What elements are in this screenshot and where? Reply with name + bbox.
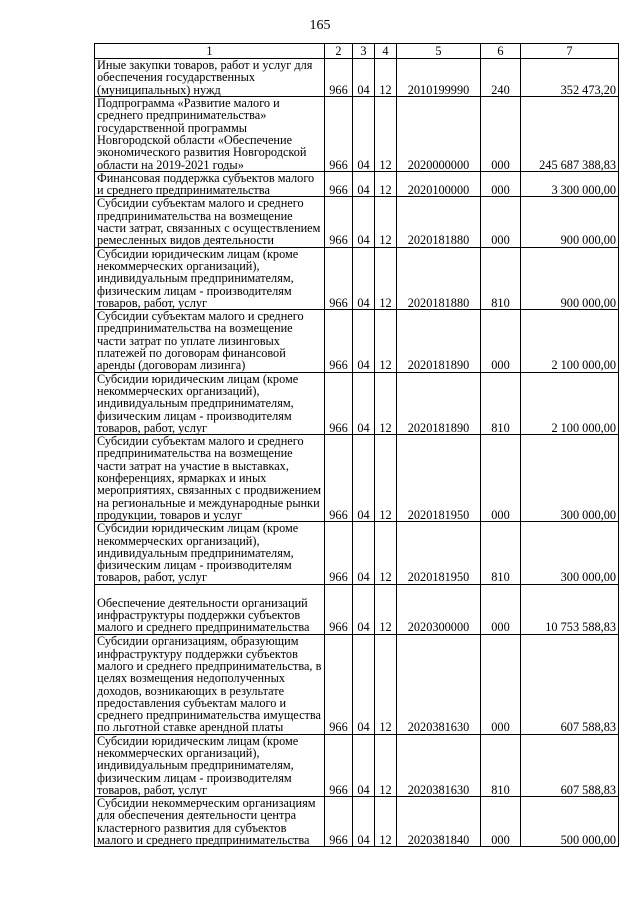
table-row <box>95 59 619 97</box>
subsection-code-cell: 12 <box>375 734 397 796</box>
expense-type-cell: 000 <box>481 171 521 197</box>
expense-type-cell: 810 <box>481 372 521 434</box>
row-name-cell: Субсидии организациям, образующим инфраструктуру поддержки субъектов малого и среднего предпринимательства, в целях возмещения недополученных доходов, возникающих в результате предоставления субъектам малого и среднего предпринимательства имущества по льготной ставке арендной платы <box>95 634 325 734</box>
column-header: 4 <box>375 44 397 59</box>
expense-type-cell: 810 <box>481 522 521 584</box>
table-row <box>95 634 619 734</box>
ved-code-cell: 966 <box>325 197 353 247</box>
amount-cell: 900 000,00 <box>521 197 619 247</box>
section-code-cell: 04 <box>353 372 375 434</box>
subsection-code-cell: 12 <box>375 522 397 584</box>
row-name-cell: Субсидии субъектам малого и среднего предпринимательства на возмещение части затрат на участие в выставках, конференциях, ярмарках и иных мероприятиях, связанных с продвижением на региональные и международные рынки продукции, товаров и услуг <box>95 435 325 522</box>
row-name-cell: Субсидии юридическим лицам (кроме некоммерческих организаций), индивидуальным предпринимателям, физическим лицам - производителям товаров, работ, услуг <box>95 372 325 434</box>
expense-type-cell: 000 <box>481 96 521 171</box>
subsection-code-cell: 12 <box>375 584 397 634</box>
table-row <box>95 372 619 434</box>
amount-cell: 245 687 388,83 <box>521 96 619 171</box>
expense-type-cell: 000 <box>481 435 521 522</box>
target-article-cell: 2020181890 <box>397 372 481 434</box>
section-code-cell: 04 <box>353 310 375 372</box>
target-article-cell: 2020381840 <box>397 797 481 847</box>
target-article-cell: 2020181890 <box>397 310 481 372</box>
target-article-cell: 2020000000 <box>397 96 481 171</box>
subsection-code-cell: 12 <box>375 435 397 522</box>
section-code-cell: 04 <box>353 734 375 796</box>
section-code-cell: 04 <box>353 96 375 171</box>
amount-cell: 2 100 000,00 <box>521 310 619 372</box>
table-row <box>95 171 619 197</box>
expense-type-cell: 810 <box>481 734 521 796</box>
column-header: 7 <box>521 44 619 59</box>
target-article-cell: 2020181950 <box>397 522 481 584</box>
target-article-cell: 2020181880 <box>397 247 481 309</box>
target-article-cell: 2020381630 <box>397 734 481 796</box>
section-code-cell: 04 <box>353 171 375 197</box>
expense-type-cell: 000 <box>481 310 521 372</box>
expense-type-cell: 000 <box>481 197 521 247</box>
amount-cell: 3 300 000,00 <box>521 171 619 197</box>
table-row <box>95 734 619 796</box>
ved-code-cell: 966 <box>325 171 353 197</box>
section-code-cell: 04 <box>353 584 375 634</box>
expense-type-cell: 000 <box>481 634 521 734</box>
ved-code-cell: 966 <box>325 310 353 372</box>
row-name-cell: Субсидии субъектам малого и среднего предпринимательства на возмещение части затрат по уплате лизинговых платежей по договорам финансовой аренды (договорам лизинга) <box>95 310 325 372</box>
row-name-cell: Субсидии юридическим лицам (кроме некоммерческих организаций), индивидуальным предпринимателям, физическим лицам - производителям товаров, работ, услуг <box>95 247 325 309</box>
table-row <box>95 310 619 372</box>
table-row <box>95 197 619 247</box>
subsection-code-cell: 12 <box>375 634 397 734</box>
target-article-cell: 2020100000 <box>397 171 481 197</box>
ved-code-cell: 966 <box>325 634 353 734</box>
ved-code-cell: 966 <box>325 435 353 522</box>
column-header: 1 <box>95 44 325 59</box>
target-article-cell: 2020181950 <box>397 435 481 522</box>
subsection-code-cell: 12 <box>375 197 397 247</box>
expense-type-cell: 240 <box>481 59 521 97</box>
table-row <box>95 797 619 847</box>
row-name-cell: Финансовая поддержка субъектов малого и среднего предпринимательства <box>95 171 325 197</box>
amount-cell: 300 000,00 <box>521 522 619 584</box>
row-name-cell: Обеспечение деятельности организаций инфраструктуры поддержки субъектов малого и среднего предпринимательства <box>95 584 325 634</box>
subsection-code-cell: 12 <box>375 310 397 372</box>
ved-code-cell: 966 <box>325 584 353 634</box>
row-name-cell: Субсидии субъектам малого и среднего предпринимательства на возмещение части затрат, связанных с осуществлением ремесленных видов деятельности <box>95 197 325 247</box>
row-name-cell: Подпрограмма «Развитие малого и среднего предпринимательства» государственной программы Новгородской области «Обеспечение экономического развития Новгородской области на 2019-2021 годы» <box>95 96 325 171</box>
amount-cell: 607 588,83 <box>521 634 619 734</box>
section-code-cell: 04 <box>353 522 375 584</box>
column-header: 6 <box>481 44 521 59</box>
amount-cell: 352 473,20 <box>521 59 619 97</box>
table-row <box>95 584 619 634</box>
table-row <box>95 96 619 171</box>
ved-code-cell: 966 <box>325 59 353 97</box>
section-code-cell: 04 <box>353 197 375 247</box>
section-code-cell: 04 <box>353 435 375 522</box>
table-row <box>95 247 619 309</box>
amount-cell: 2 100 000,00 <box>521 372 619 434</box>
subsection-code-cell: 12 <box>375 797 397 847</box>
target-article-cell: 2010199990 <box>397 59 481 97</box>
row-name-cell: Иные закупки товаров, работ и услуг для обеспечения государственных (муниципальных) нужд <box>95 59 325 97</box>
section-code-cell: 04 <box>353 797 375 847</box>
amount-cell: 900 000,00 <box>521 247 619 309</box>
header-row <box>95 44 619 59</box>
expense-type-cell: 000 <box>481 584 521 634</box>
row-name-cell: Субсидии юридическим лицам (кроме некоммерческих организаций), индивидуальным предпринимателям, физическим лицам - производителям товаров, работ, услуг <box>95 522 325 584</box>
target-article-cell: 2020300000 <box>397 584 481 634</box>
page-number: 165 <box>309 18 331 33</box>
expense-type-cell: 000 <box>481 797 521 847</box>
target-article-cell: 2020181880 <box>397 197 481 247</box>
subsection-code-cell: 12 <box>375 96 397 171</box>
ved-code-cell: 966 <box>325 96 353 171</box>
row-name-cell: Субсидии юридическим лицам (кроме некоммерческих организаций), индивидуальным предпринимателям, физическим лицам - производителям товаров, работ, услуг <box>95 734 325 796</box>
amount-cell: 607 588,83 <box>521 734 619 796</box>
amount-cell: 300 000,00 <box>521 435 619 522</box>
ved-code-cell: 966 <box>325 734 353 796</box>
subsection-code-cell: 12 <box>375 59 397 97</box>
ved-code-cell: 966 <box>325 522 353 584</box>
budget-table <box>94 43 619 847</box>
section-code-cell: 04 <box>353 59 375 97</box>
section-code-cell: 04 <box>353 634 375 734</box>
column-header: 3 <box>353 44 375 59</box>
table-row <box>95 435 619 522</box>
column-header: 5 <box>397 44 481 59</box>
subsection-code-cell: 12 <box>375 247 397 309</box>
ved-code-cell: 966 <box>325 372 353 434</box>
column-header: 2 <box>325 44 353 59</box>
amount-cell: 10 753 588,83 <box>521 584 619 634</box>
row-name-cell: Субсидии некоммерческим организациям для обеспечения деятельности центра кластерного развития для субъектов малого и среднего предпринимательства <box>95 797 325 847</box>
table-row <box>95 522 619 584</box>
target-article-cell: 2020381630 <box>397 634 481 734</box>
ved-code-cell: 966 <box>325 797 353 847</box>
ved-code-cell: 966 <box>325 247 353 309</box>
subsection-code-cell: 12 <box>375 372 397 434</box>
expense-type-cell: 810 <box>481 247 521 309</box>
amount-cell: 500 000,00 <box>521 797 619 847</box>
section-code-cell: 04 <box>353 247 375 309</box>
subsection-code-cell: 12 <box>375 171 397 197</box>
